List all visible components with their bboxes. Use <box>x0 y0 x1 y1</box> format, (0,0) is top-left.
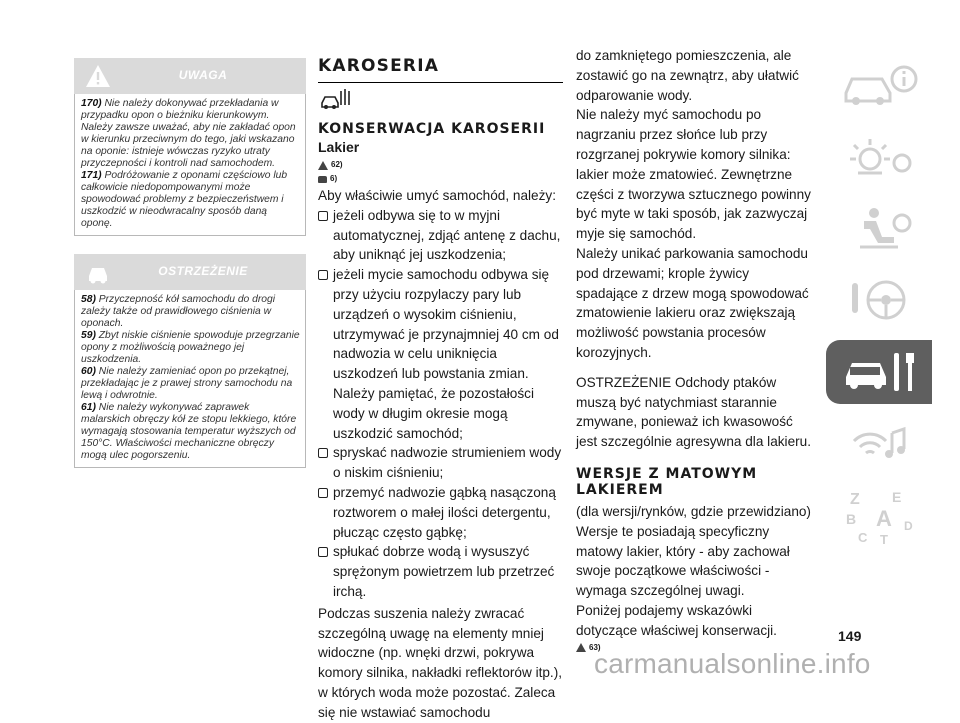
safety-airbag-icon <box>836 203 922 253</box>
warning-triangle-icon <box>576 643 586 652</box>
footer-watermark: carmanualsonline.info <box>594 648 871 679</box>
tab-multimedia[interactable] <box>826 412 932 476</box>
body-column-middle <box>318 56 563 723</box>
paragraph: Poniżej podajemy wskazówki dotyczące właściwej konserwacji. <box>576 602 777 638</box>
tab-index[interactable] <box>826 484 932 548</box>
list-item: jeżeli odbywa się to w myjni automatycznej, zdjąć antenę z dachu, aby uniknąć jej uszkodzenia; <box>318 206 563 265</box>
car-wash-icon <box>318 87 563 113</box>
car-info-icon <box>836 59 922 109</box>
dashboard-lights-icon <box>836 131 922 181</box>
paragraph: Podczas suszenia należy zwracać szczególną uwagę na elementy mniej widoczne (np. wnęki drzwi, pokrywa komory silnika, nakładki reflektorów itp.), w których woda może pozostać. Zaleca się nie wstawiać samochodu <box>318 605 563 720</box>
tab-car-maintenance[interactable] <box>826 340 932 404</box>
warnings-column <box>74 58 306 468</box>
tab-car-info[interactable] <box>826 52 932 116</box>
ostrzezenie-item: 60) Nie należy zamieniać opon po przekątnej, przekładając je z prawej strony samochodu na lewą i odwrotnie. <box>81 366 293 401</box>
paragraph: Aby właściwie umyć samochód, należy: <box>318 188 556 203</box>
page-number: 149 <box>838 628 862 644</box>
subsection-heading: WERSJE Z MATOWYM LAKIEREM <box>576 465 758 498</box>
bullet-icon <box>318 448 328 458</box>
car-maintenance-icon <box>836 347 922 397</box>
paragraph: OSTRZEŻENIE Odchody ptaków muszą być natychmiast starannie zmywane, ponieważ ich kwasowość jest szczególnie agresywna dla lakieru. <box>576 374 811 450</box>
uwaga-title: UWAGA <box>178 68 228 82</box>
svg-text:D: D <box>904 519 913 533</box>
svg-text:C: C <box>858 530 868 545</box>
ostrzezenie-title: OSTRZEŻENIE <box>158 264 248 278</box>
svg-text:E: E <box>892 489 902 505</box>
index-letters-icon <box>836 486 922 546</box>
bullet-icon <box>318 270 328 280</box>
paragraph: Wersje te posiadają specyficzny matowy lakier, który - aby zachował swoje początkowe właściwości - wymaga szczególnej uwagi. <box>576 523 790 599</box>
ostrzezenie-header <box>74 254 306 290</box>
reference-6: 6) <box>318 172 563 186</box>
list-item: spłukać dobrze wodą i wysuszyć sprężonym powietrzem lub przetrzeć irchą. <box>318 542 563 601</box>
subsection-heading: KONSERWACJA KAROSERII <box>318 121 546 137</box>
bullet-icon <box>318 547 328 557</box>
bullet-icon <box>318 211 328 221</box>
paragraph: do zamkniętego pomieszczenia, ale zostawić go na zewnątrz, aby ułatwić odparowanie wody. <box>576 48 799 103</box>
paragraph: Nie należy myć samochodu po nagrzaniu przez słońce lub przy rozgrzanej pokrywie komory silnika: lakier może zmatowieć. Zewnętrzne części z tworzywa sztucznego powinny być myte w taki sposób, jak zazwyczaj myje się samochód. <box>576 107 811 242</box>
ostrzezenie-item: 59) Zbyt niskie ciśnienie spowoduje przegrzanie opony z możliwością poważnego jej uszkodzenia. <box>81 330 300 365</box>
multimedia-icon <box>836 419 922 469</box>
reference-63: 63) <box>576 641 814 655</box>
section-heading: KAROSERIA <box>318 56 563 83</box>
chapter-tabs <box>826 52 932 556</box>
lakier-heading: Lakier <box>318 139 360 155</box>
car-warning-icon <box>318 176 327 183</box>
list-item: przemyć nadwozie gąbką nasączoną roztworem o małej ilości detergentu, płucząc często gąbkę; <box>318 483 563 542</box>
warning-triangle-icon <box>318 161 328 170</box>
tab-safety[interactable] <box>826 196 932 260</box>
reference-62: 62) <box>318 158 563 172</box>
tab-driving[interactable] <box>826 268 932 332</box>
list-item: spryskać nadwozie strumieniem wody o niskim ciśnieniu; <box>318 443 563 483</box>
ostrzezenie-item: 61) Nie należy wykonywać zaprawek malarskich obręczy kół ze stopu lekkiego, które wymagają stosowania temperatur wyższych od 150°C. Właściwości mechaniczne obręczy mogą ulec pogorszeniu. <box>81 402 297 461</box>
uwaga-item: 170) Nie należy dokonywać przekładania w przypadku opon o bieżniku kierunkowym. Należy zawsze uważać, aby nie zakładać opon w kierunku przeciwnym do tego, jaki wskazano na oponie: istnieje wówczas ryzyko utraty przyczepności i kontroli nad samochodem. <box>81 98 296 169</box>
svg-text:B: B <box>846 511 857 527</box>
bullet-icon <box>318 488 328 498</box>
svg-text:A: A <box>876 506 892 531</box>
svg-text:Z: Z <box>850 491 860 508</box>
uwaga-body <box>74 94 306 236</box>
paragraph: (dla wersji/rynków, gdzie przewidziano) <box>576 503 811 519</box>
steering-key-icon <box>836 275 922 325</box>
body-column-right <box>576 46 814 655</box>
tab-dashboard-lights[interactable] <box>826 124 932 188</box>
list-item: jeżeli mycie samochodu odbywa się przy użyciu rozpylaczy pary lub urządzeń o wysokim ciśnieniu, utrzymywać je przynajmniej 40 cm od nadwozia w celu uniknięcia uszkodzeń lub powstania zmian. Należy pamiętać, że pozostałości wody w długim okresie mogą uszkodzić samochód; <box>318 265 563 443</box>
paragraph: Należy unikać parkowania samochodu pod drzewami; krople żywicy spadające z drzew mogą spowodować zmatowienie lakieru oraz zwiększają możliwość powstania procesów korozyjnych. <box>576 245 809 360</box>
ostrzezenie-item: 58) Przyczepność kół samochodu do drogi zależy także od prawidłowego ciśnienia w oponach. <box>81 294 276 329</box>
ostrzezenie-body <box>74 290 306 468</box>
svg-text:T: T <box>880 532 888 546</box>
uwaga-header <box>74 58 306 94</box>
uwaga-item: 171) Podróżowanie z oponami częściowo lub całkowicie niedopompowanymi może spowodować problemy z bezpieczeństwem i uszkodzić w nieodwracalny sposób daną oponę. <box>81 170 288 229</box>
